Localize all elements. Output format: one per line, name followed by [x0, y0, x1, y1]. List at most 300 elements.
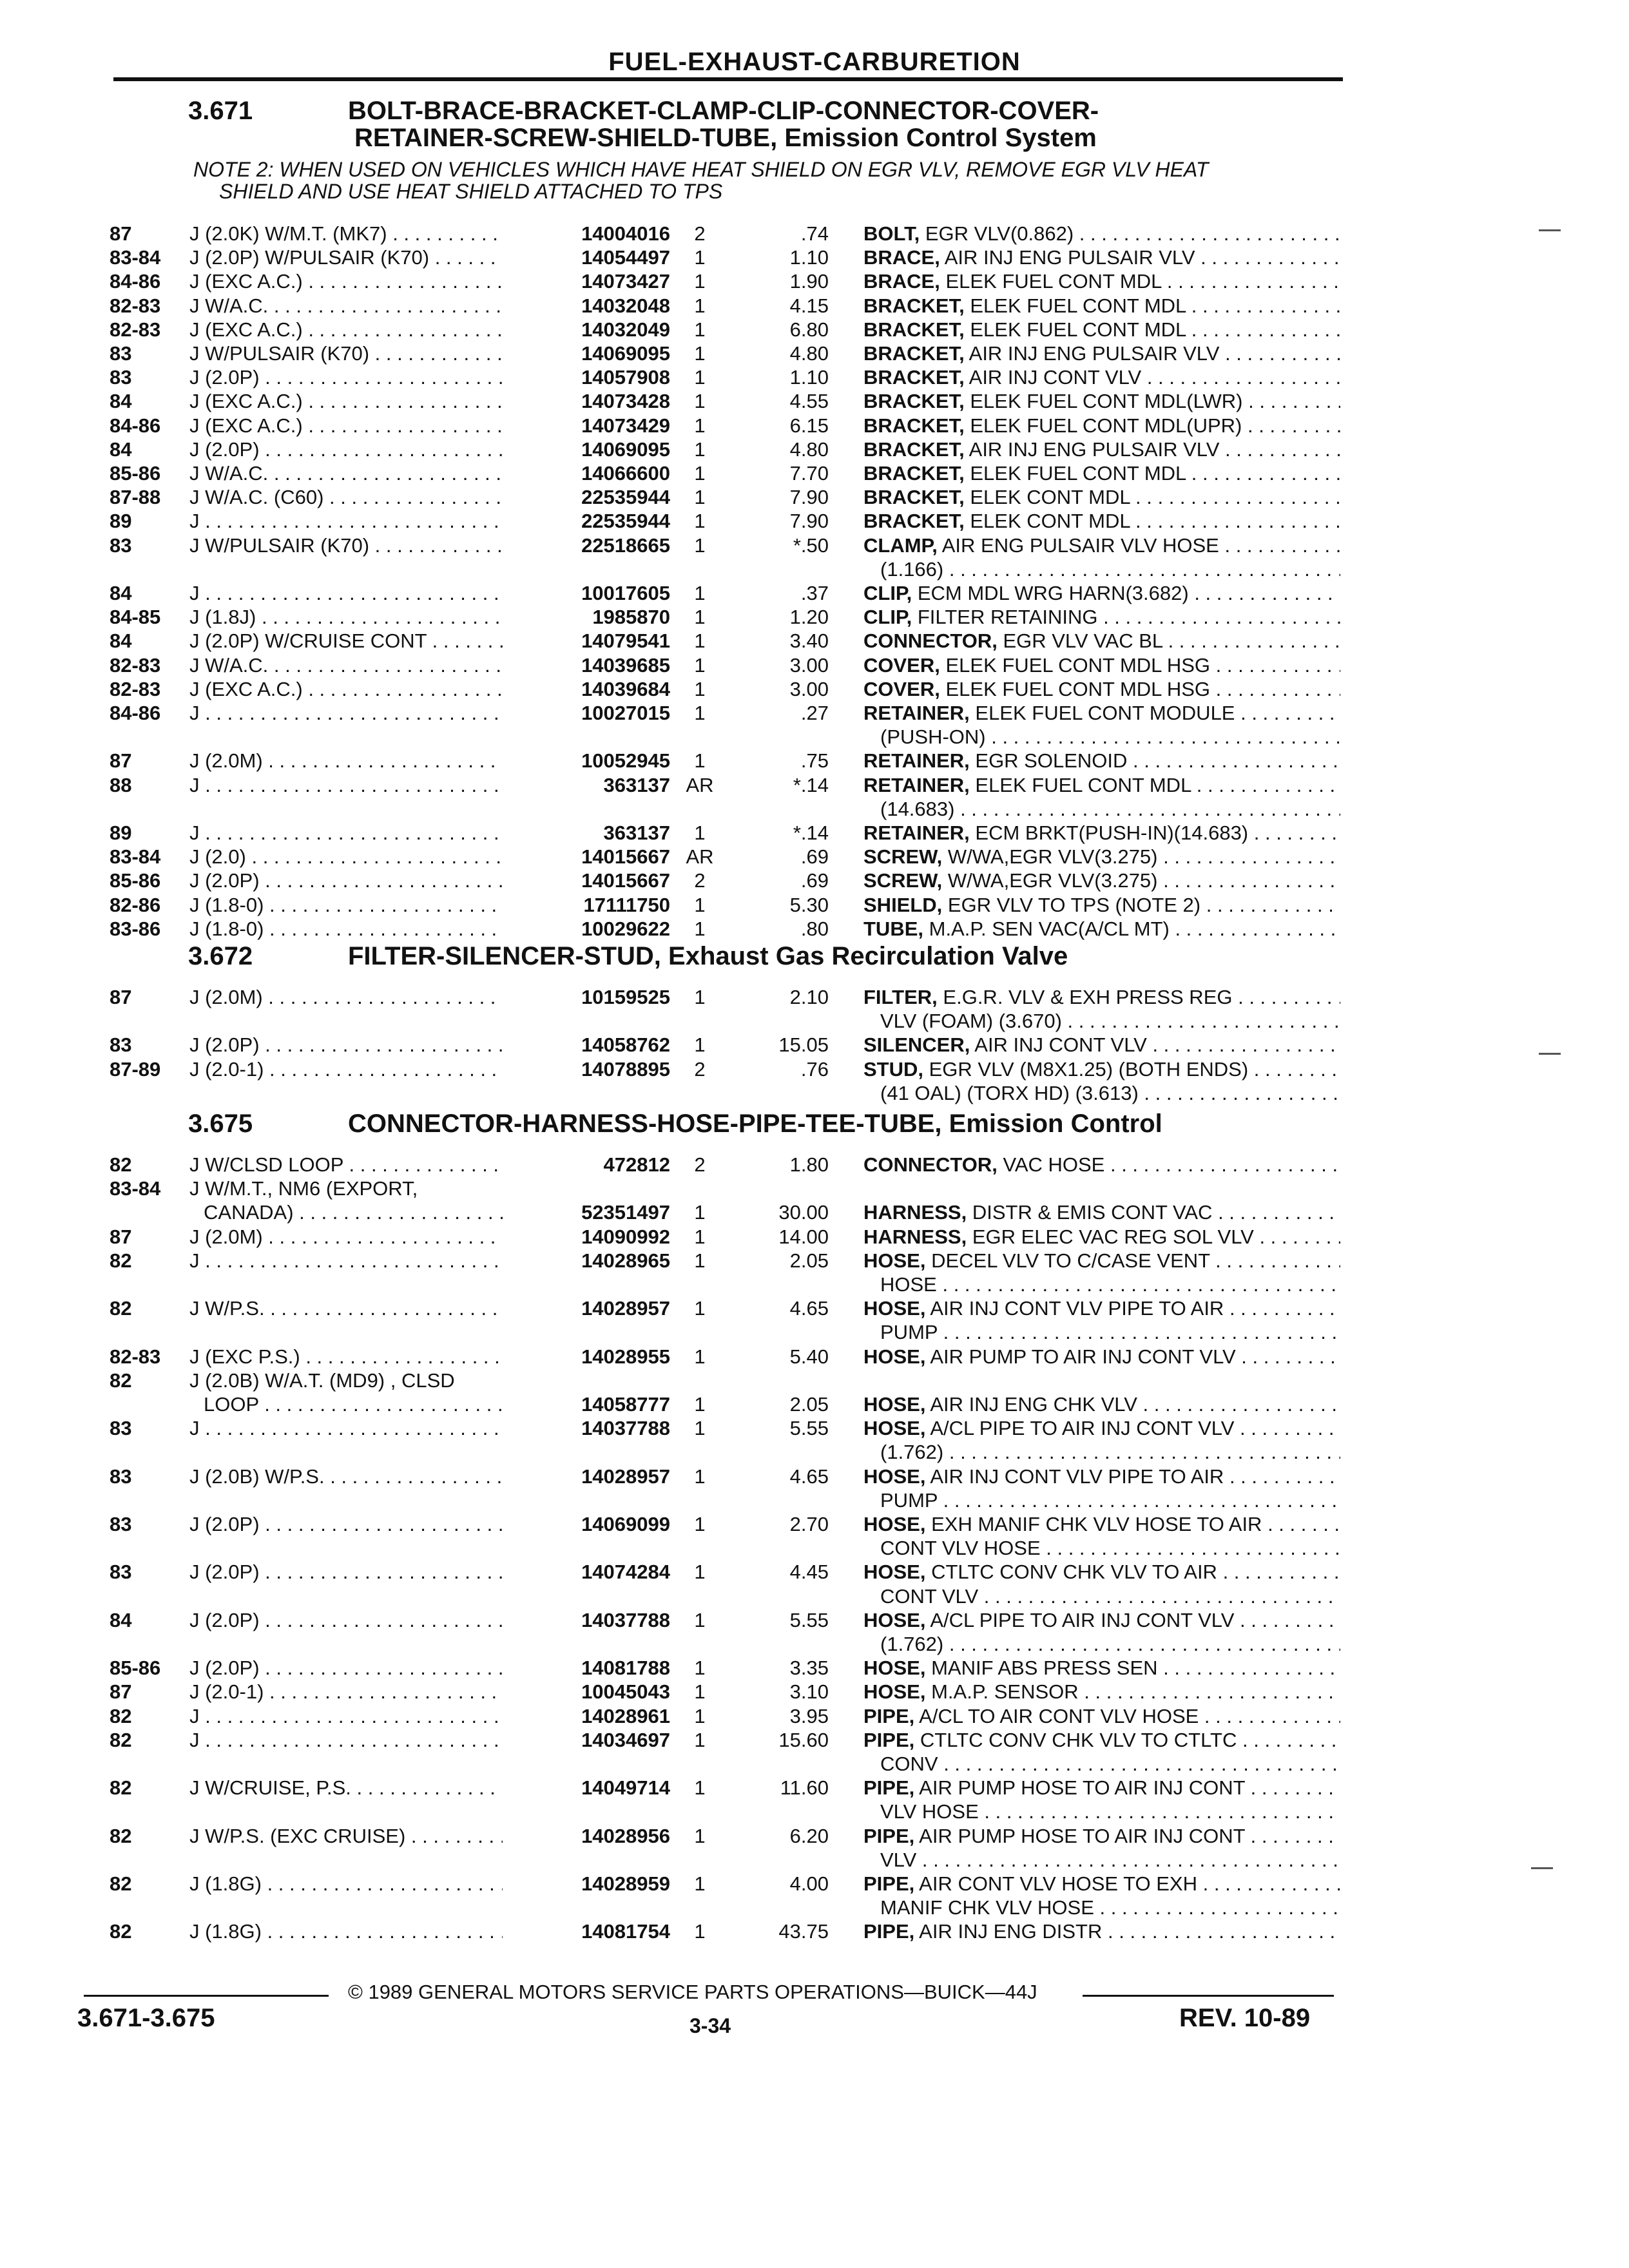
quantity: 1	[694, 462, 706, 485]
application: J W/M.T., NM6 (EXPORT,	[189, 1177, 418, 1200]
part-number: 14004016	[503, 222, 670, 245]
quantity: 1	[694, 414, 706, 437]
part-number: 14079541	[503, 629, 670, 653]
section-heading	[0, 942, 1629, 972]
price: 4.00	[789, 1872, 829, 1895]
price: .27	[800, 702, 829, 724]
model-year: 82-83	[110, 294, 161, 317]
footer-page-number: 3-34	[689, 2014, 731, 2037]
application: J (2.0P) . . .	[189, 1033, 525, 1057]
price: *.14	[793, 822, 829, 844]
quantity: 1	[694, 629, 706, 653]
price: 14.00	[778, 1225, 829, 1248]
part-description	[863, 702, 1340, 725]
part-description	[863, 462, 1340, 485]
part-detail: FILTER RETAINING	[917, 606, 1098, 629]
part-name: BRACKET,	[863, 342, 965, 365]
quantity: 1	[694, 822, 706, 844]
section-note	[0, 159, 1629, 202]
part-description	[863, 534, 1340, 557]
parts-row	[0, 1705, 1629, 1729]
model-year: 83	[110, 1513, 132, 1535]
price: 6.20	[789, 1824, 829, 1847]
price: 1.10	[789, 246, 829, 269]
price: 4.45	[789, 1561, 829, 1584]
part-detail: EXH MANIF CHK VLV HOSE TO AIR	[931, 1513, 1262, 1535]
application: J (2.0P) . . .	[189, 1561, 525, 1584]
part-number: 14074284	[503, 1561, 670, 1584]
part-number: 14081788	[503, 1657, 670, 1680]
part-name: PIPE,	[863, 1872, 915, 1895]
description-continuation: (41 OAL) (TORX HD) (3.613) . . .	[880, 1082, 1340, 1105]
footer-rule-left	[84, 1995, 329, 1997]
description-continuation: VLV HOSE . . .	[880, 1800, 1340, 1823]
part-detail: ECM MDL WRG HARN(3.682)	[917, 582, 1189, 604]
part-number: 10029622	[503, 918, 670, 941]
description-continuation: PUMP . . .	[880, 1321, 1340, 1344]
application: J W/CLSD LOOP . . .	[189, 1153, 525, 1177]
part-detail: ELEK FUEL CONT MODULE	[975, 702, 1235, 724]
model-year: 82	[110, 1153, 132, 1176]
page-header-title: FUEL-EXHAUST-CARBURETION	[608, 48, 1021, 76]
part-name: COVER,	[863, 677, 940, 700]
quantity: 1	[694, 1513, 706, 1535]
part-detail: EGR ELEC VAC REG SOL VLV	[972, 1225, 1254, 1248]
parts-row	[0, 1657, 1629, 1681]
parts-row	[0, 294, 1629, 319]
quantity: 1	[694, 606, 706, 629]
margin-mark	[1539, 229, 1561, 231]
parts-row	[0, 1513, 1629, 1537]
section-heading	[0, 97, 1629, 202]
part-name: BRACKET,	[863, 318, 965, 341]
parts-row	[0, 1393, 1629, 1418]
parts-row	[0, 1153, 1629, 1178]
quantity: 1	[694, 533, 706, 557]
part-detail: ELEK CONT MDL	[970, 486, 1130, 509]
quantity: 1	[694, 246, 706, 269]
application: J W/A.C. . . .	[189, 294, 525, 318]
parts-row	[0, 1561, 1629, 1585]
part-name: PIPE,	[863, 1776, 915, 1800]
part-detail: ELEK FUEL CONT MDL	[945, 270, 1162, 293]
part-number: 14039684	[503, 678, 670, 701]
part-detail: E.G.R. VLV & EXH PRESS REG	[943, 986, 1233, 1008]
part-number: 14081754	[503, 1920, 670, 1943]
part-name: CONNECTOR,	[863, 629, 998, 653]
parts-row-continuation	[0, 1849, 1629, 1873]
part-description	[863, 1561, 1340, 1584]
model-year: 82-83	[110, 1345, 161, 1368]
part-detail: DECEL VLV TO C/CASE VENT	[931, 1249, 1210, 1272]
part-description	[863, 342, 1340, 365]
part-number: 22518665	[503, 534, 670, 557]
model-year: 82-86	[110, 893, 161, 916]
model-year: 85-86	[110, 869, 161, 892]
part-description	[863, 1680, 1340, 1704]
part-name: CONNECTOR,	[863, 1153, 998, 1176]
quantity: 1	[694, 582, 706, 604]
description-continuation: CONT VLV . . .	[880, 1585, 1340, 1608]
application: LOOP . . .	[204, 1393, 539, 1416]
part-detail: EGR VLV(0.862)	[925, 222, 1074, 245]
part-description	[863, 390, 1340, 413]
price: 4.65	[789, 1465, 829, 1488]
price: .80	[800, 917, 829, 940]
quantity: 1	[694, 1393, 706, 1416]
application: J . . .	[189, 1417, 525, 1440]
parts-row	[0, 629, 1629, 654]
parts-row-continuation	[0, 798, 1629, 822]
model-year: 88	[110, 773, 132, 796]
part-number: 14028957	[503, 1465, 670, 1488]
model-year: 84	[110, 437, 132, 461]
application: J W/P.S. . . .	[189, 1297, 525, 1320]
part-description	[863, 1872, 1340, 1896]
part-description	[863, 414, 1340, 437]
description-continuation: HOSE . . .	[880, 1273, 1340, 1296]
price: 3.40	[789, 629, 829, 653]
application: J W/PULSAIR (K70) . . .	[189, 534, 525, 557]
part-number: 14032049	[503, 318, 670, 341]
quantity: AR	[686, 845, 714, 869]
parts-row	[0, 869, 1629, 894]
part-number: 17111750	[503, 894, 670, 917]
part-name: PIPE,	[863, 1704, 915, 1727]
part-detail: AIR INJ ENG CHK VLV	[930, 1393, 1137, 1416]
part-description	[863, 1345, 1340, 1369]
application: J . . .	[189, 822, 525, 845]
part-detail: DISTR & EMIS CONT VAC	[972, 1201, 1213, 1224]
part-number: 14037788	[503, 1609, 670, 1632]
part-description	[863, 1920, 1340, 1943]
part-description	[863, 845, 1340, 869]
parts-row	[0, 1872, 1629, 1897]
parts-row	[0, 342, 1629, 367]
application: J W/PULSAIR (K70) . . .	[189, 342, 525, 365]
note-line: NOTE 2: WHEN USED ON VEHICLES WHICH HAVE HEAT SHIELD ON EGR VLV, REMOVE EGR VLV HEAT	[193, 158, 1209, 181]
model-year: 87	[110, 986, 132, 1008]
parts-row	[0, 606, 1629, 630]
quantity: 1	[694, 1561, 706, 1584]
part-name: STUD,	[863, 1057, 923, 1081]
part-number: 1985870	[503, 606, 670, 629]
part-detail: AIR CONT VLV HOSE TO EXH	[919, 1872, 1197, 1895]
quantity: 1	[694, 1657, 706, 1680]
application: J (EXC A.C.) . . .	[189, 414, 525, 437]
parts-row	[0, 1776, 1629, 1801]
quantity: 1	[694, 1249, 706, 1272]
application: J (EXC A.C.) . . .	[189, 318, 525, 341]
application: J W/P.S. (EXC CRUISE) . . .	[189, 1825, 525, 1848]
part-description	[863, 869, 1340, 892]
part-name: BRACKET,	[863, 510, 965, 533]
quantity: 1	[694, 1417, 706, 1440]
model-year: 84-86	[110, 702, 161, 724]
price: 6.80	[789, 318, 829, 341]
footer-copyright: © 1989 GENERAL MOTORS SERVICE PARTS OPERATIONS—BUICK—44J	[348, 1981, 1037, 2003]
footer-rule-right	[1083, 1995, 1334, 1997]
quantity: 1	[694, 270, 706, 293]
section-heading	[0, 1110, 1629, 1139]
application: J W/A.C. . . .	[189, 654, 525, 677]
model-year: 87	[110, 749, 132, 773]
quantity: 1	[694, 986, 706, 1008]
part-number: 52351497	[503, 1201, 670, 1224]
price: 3.00	[789, 677, 829, 700]
parts-row	[0, 246, 1629, 271]
parts-row-continuation	[0, 558, 1629, 582]
part-description	[863, 1033, 1340, 1057]
part-description	[863, 246, 1340, 269]
part-detail: ELEK FUEL CONT MDL	[970, 294, 1186, 317]
application: J (1.8-0) . . .	[189, 918, 525, 941]
part-detail: AIR INJ ENG PULSAIR VLV	[969, 437, 1220, 461]
part-description	[863, 438, 1340, 461]
parts-row-continuation	[0, 1321, 1629, 1345]
part-name: BRACKET,	[863, 390, 965, 413]
parts-row-continuation	[0, 1273, 1629, 1298]
application: J (2.0P) . . .	[189, 869, 525, 892]
part-name: HOSE,	[863, 1657, 926, 1680]
part-name: BRACKET,	[863, 294, 965, 317]
quantity: 1	[694, 677, 706, 700]
part-detail: ECM BRKT(PUSH-IN)(14.683)	[975, 822, 1249, 844]
part-number: 14069095	[503, 342, 670, 365]
parts-row-continuation	[0, 1585, 1629, 1610]
application: J . . .	[189, 774, 525, 797]
part-description	[863, 894, 1340, 917]
application: J W/CRUISE, P.S. . . .	[189, 1776, 525, 1800]
application: J (EXC P.S.) . . .	[189, 1345, 525, 1369]
part-detail: AIR INJ CONT VLV	[974, 1033, 1147, 1057]
price: 3.00	[789, 653, 829, 677]
price: 11.60	[780, 1776, 829, 1800]
part-name: HOSE,	[863, 1393, 926, 1416]
header-rule	[113, 77, 1343, 81]
part-name: SCREW,	[863, 869, 943, 892]
part-name: PIPE,	[863, 1728, 915, 1751]
part-number: 14078895	[503, 1058, 670, 1081]
part-name: HOSE,	[863, 1608, 926, 1631]
application: J (2.0M) . . .	[189, 986, 525, 1009]
price: 2.70	[789, 1513, 829, 1535]
part-name: HOSE,	[863, 1561, 926, 1584]
part-number: 14069099	[503, 1513, 670, 1536]
application: J (2.0P) . . .	[189, 438, 525, 461]
model-year: 89	[110, 510, 132, 533]
parts-row	[0, 1729, 1629, 1753]
parts-row	[0, 822, 1629, 846]
price: .37	[800, 582, 829, 604]
quantity: 1	[694, 1680, 706, 1704]
description-continuation: (1.762) . . .	[880, 1441, 1340, 1464]
parts-row	[0, 270, 1629, 294]
part-detail: CTLTC CONV CHK VLV TO CTLTC	[920, 1728, 1237, 1751]
part-detail: ELEK FUEL CONT MDL	[975, 773, 1191, 796]
quantity: 2	[694, 222, 706, 245]
model-year: 82	[110, 1872, 132, 1895]
price: *.14	[793, 773, 829, 796]
part-description	[863, 1609, 1340, 1632]
part-detail: ELEK FUEL CONT MDL	[970, 462, 1186, 485]
parts-row	[0, 1417, 1629, 1441]
parts-row	[0, 1225, 1629, 1250]
parts-row	[0, 318, 1629, 343]
part-number: 10052945	[503, 749, 670, 773]
application: J (2.0B) W/A.T. (MD9) , CLSD	[189, 1369, 455, 1392]
application: J (2.0P) . . .	[189, 1657, 525, 1680]
quantity: 1	[694, 1297, 706, 1320]
part-description	[863, 1465, 1340, 1488]
parts-row	[0, 678, 1629, 702]
price: 30.00	[778, 1201, 829, 1224]
application: J (2.0K) W/M.T. (MK7) . . .	[189, 222, 525, 245]
model-year: 84-85	[110, 606, 161, 629]
application: J (1.8J) . . .	[189, 606, 525, 629]
quantity: 1	[694, 342, 706, 365]
parts-row	[0, 1369, 1629, 1394]
model-year: 83	[110, 1417, 132, 1440]
price: 1.80	[789, 1153, 829, 1176]
part-detail: A/CL TO AIR CONT VLV HOSE	[919, 1704, 1199, 1727]
part-number: 14058777	[503, 1393, 670, 1416]
model-year: 84	[110, 390, 132, 413]
margin-mark	[1531, 1867, 1553, 1869]
parts-row	[0, 486, 1629, 510]
application: J (2.0P) W/PULSAIR (K70) . . .	[189, 246, 525, 269]
model-year: 87-88	[110, 486, 161, 509]
part-detail: CTLTC CONV CHK VLV TO AIR	[931, 1561, 1217, 1584]
application: J (1.8-0) . . .	[189, 894, 525, 917]
price: 1.90	[789, 270, 829, 293]
part-detail: AIR INJ ENG PULSAIR VLV	[944, 246, 1195, 269]
part-name: RETAINER,	[863, 702, 970, 724]
parts-row	[0, 1249, 1629, 1274]
part-detail: MANIF ABS PRESS SEN	[931, 1657, 1158, 1680]
price: 5.55	[789, 1608, 829, 1631]
margin-mark	[1539, 1053, 1561, 1055]
application: J W/A.C. (C60) . . .	[189, 486, 525, 509]
section-title: FILTER-SILENCER-STUD, Exhaust Gas Recirculation Valve	[348, 942, 1068, 970]
model-year: 83	[110, 366, 132, 389]
quantity: 2	[694, 1153, 706, 1176]
price: 4.80	[789, 342, 829, 365]
price: 2.10	[789, 986, 829, 1008]
application: J (2.0M) . . .	[189, 1225, 525, 1249]
price: 3.95	[789, 1704, 829, 1727]
part-description	[863, 1657, 1340, 1680]
part-number: 14028957	[503, 1297, 670, 1320]
part-number: 14066600	[503, 462, 670, 485]
price: 43.75	[778, 1920, 829, 1943]
part-detail: EGR VLV (M8X1.25) (BOTH ENDS)	[929, 1057, 1249, 1081]
model-year: 82	[110, 1920, 132, 1943]
application: J (EXC A.C.) . . .	[189, 390, 525, 413]
part-number: 14028965	[503, 1249, 670, 1273]
part-description	[863, 1225, 1340, 1249]
description-continuation: (1.762) . . .	[880, 1633, 1340, 1656]
part-detail: AIR INJ CONT VLV PIPE TO AIR	[930, 1297, 1224, 1320]
part-name: BRACE,	[863, 270, 940, 293]
parts-row	[0, 918, 1629, 942]
parts-row	[0, 414, 1629, 439]
part-detail: A/CL PIPE TO AIR INJ CONT VLV	[930, 1417, 1235, 1440]
model-year: 82	[110, 1776, 132, 1800]
part-name: FILTER,	[863, 986, 938, 1008]
application: J . . .	[189, 582, 525, 605]
part-name: BRACKET,	[863, 486, 965, 509]
quantity: 1	[694, 318, 706, 341]
quantity: 1	[694, 893, 706, 916]
application: J (2.0-1) . . .	[189, 1680, 525, 1704]
part-description	[863, 1705, 1340, 1728]
quantity: 1	[694, 653, 706, 677]
part-number: 14049714	[503, 1776, 670, 1800]
part-description	[863, 1513, 1340, 1536]
model-year: 82-83	[110, 318, 161, 341]
section-title-line2: RETAINER-SCREW-SHIELD-TUBE, Emission Control System	[354, 124, 1097, 152]
parts-row	[0, 894, 1629, 918]
model-year: 87	[110, 1225, 132, 1248]
model-year: 83-84	[110, 246, 161, 269]
part-number: 10159525	[503, 986, 670, 1009]
parts-row	[0, 702, 1629, 726]
quantity: 1	[694, 1225, 706, 1248]
part-description	[863, 510, 1340, 533]
section-number: 3.671	[188, 97, 253, 125]
model-year: 83	[110, 1033, 132, 1057]
part-detail: VAC HOSE	[1003, 1153, 1105, 1176]
part-detail: ELEK FUEL CONT MDL HSG	[945, 677, 1211, 700]
part-detail: EGR VLV VAC BL	[1003, 629, 1162, 653]
application: J . . .	[189, 1729, 525, 1752]
description-continuation: CONV . . .	[880, 1753, 1340, 1776]
part-name: TUBE,	[863, 917, 923, 940]
part-detail: AIR INJ CONT VLV	[969, 366, 1142, 389]
quantity: 1	[694, 437, 706, 461]
quantity: 1	[694, 749, 706, 773]
part-detail: AIR INJ ENG DISTR	[919, 1920, 1103, 1943]
description-continuation: (1.166) . . .	[880, 558, 1340, 581]
description-continuation: VLV . . .	[880, 1849, 1340, 1872]
part-name: SCREW,	[863, 845, 943, 869]
part-number: 10017605	[503, 582, 670, 605]
part-description	[863, 629, 1340, 653]
part-number: 14028955	[503, 1345, 670, 1369]
price: 7.90	[789, 510, 829, 533]
parts-row-continuation	[0, 1896, 1629, 1921]
part-name: COVER,	[863, 653, 940, 677]
part-number: 14090992	[503, 1225, 670, 1249]
part-name: CLIP,	[863, 606, 912, 629]
part-name: CLAMP,	[863, 533, 938, 557]
application: CANADA) . . .	[204, 1201, 539, 1224]
quantity: 1	[694, 1776, 706, 1800]
model-year: 83-84	[110, 845, 161, 869]
price: .69	[800, 869, 829, 892]
model-year: 87	[110, 222, 132, 245]
application: J (EXC A.C.) . . .	[189, 270, 525, 293]
part-number: 22535944	[503, 486, 670, 509]
part-name: RETAINER,	[863, 749, 970, 773]
quantity: 1	[694, 1033, 706, 1057]
part-description	[863, 654, 1340, 677]
model-year: 83	[110, 342, 132, 365]
parts-row-continuation	[0, 726, 1629, 750]
quantity: 1	[694, 1201, 706, 1224]
model-year: 82	[110, 1728, 132, 1751]
